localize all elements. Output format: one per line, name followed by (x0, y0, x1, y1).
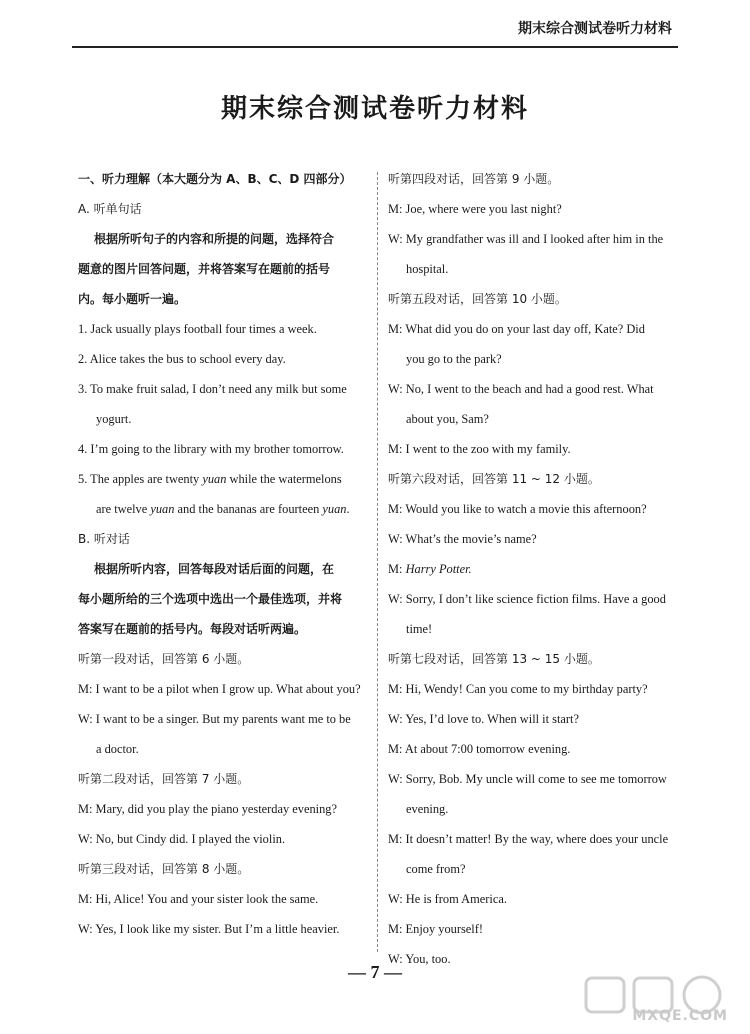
text-line: M: Hi, Wendy! Can you come to my birthday party? (388, 682, 648, 696)
text-line: 4. I’m going to the library with my brother tomorrow. (78, 442, 344, 456)
text-line: M: At about 7:00 tomorrow evening. (388, 742, 571, 756)
text-line: you go to the park? (406, 352, 502, 366)
text-line: a doctor. (96, 742, 139, 756)
text-line: B. 听对话 (78, 532, 130, 546)
text-line: W: Sorry, I don’t like science fiction films. Have a good (388, 592, 666, 606)
text-line: W: You, too. (388, 952, 451, 966)
text-line: 每小题所给的三个选项中选出一个最佳选项，并将 (78, 592, 343, 606)
text-line: M: Hi, Alice! You and your sister look the same. (78, 892, 319, 906)
text-line: come from? (406, 862, 466, 876)
text-line: M: Mary, did you play the piano yesterday evening? (78, 802, 337, 816)
text-line: time! (406, 622, 433, 636)
text-line: W: Sorry, Bob. My uncle will come to see me tomorrow (388, 772, 667, 786)
text-line: M: Would you like to watch a movie this afternoon? (388, 502, 647, 516)
text-line: yogurt. (96, 412, 132, 426)
page-header: 期末综合测试卷听力材料 (518, 21, 672, 37)
page-title: 期末综合测试卷听力材料 (220, 94, 529, 124)
text-line: hospital. (406, 262, 449, 276)
text-line: 听第六段对话，回答第 11 ~ 12 小题。 (388, 472, 600, 486)
text-line: 听第四段对话，回答第 9 小题。 (388, 172, 560, 186)
text-line: M: Harry Potter. (388, 562, 472, 576)
text-line: W: No, I went to the beach and had a good rest. What (388, 382, 654, 396)
text-line: evening. (406, 802, 449, 816)
text-line: about you, Sam? (406, 412, 489, 426)
text-line: are twelve yuan and the bananas are fourteen yuan. (96, 502, 350, 516)
text-line: W: I want to be a singer. But my parents want me to be (78, 712, 351, 726)
text-line: M: It doesn’t matter! By the way, where does your uncle (388, 832, 669, 846)
text-line: M: Enjoy yourself! (388, 922, 483, 936)
text-line: W: What’s the movie’s name? (388, 532, 537, 546)
text-line: W: No, but Cindy did. I played the violin. (78, 832, 286, 846)
text-line: 3. To make fruit salad, I don’t need any milk but some (78, 382, 347, 396)
text-line: 答案写在题前的括号内。每段对话听两遍。 (78, 622, 307, 636)
text-line: 听第二段对话，回答第 7 小题。 (78, 772, 250, 786)
text-line: M: Joe, where were you last night? (388, 202, 562, 216)
text-line: 5. The apples are twenty yuan while the watermelons (78, 472, 342, 486)
text-line: 内。每小题听一遍。 (78, 292, 187, 306)
text-line: 题意的图片回答问题，并将答案写在题前的括号 (78, 262, 331, 276)
left-column (78, 164, 370, 944)
text-line: 听第三段对话，回答第 8 小题。 (78, 862, 250, 876)
text-line: 根据所听内容，回答每段对话后面的问题，在 (94, 562, 335, 576)
text-line: W: Yes, I’d love to. When will it start? (388, 712, 579, 726)
page-number: — 7 — (348, 962, 402, 982)
text-line: 1. Jack usually plays football four times a week. (78, 322, 317, 336)
text-line: M: What did you do on your last day off, Kate? Did (388, 322, 645, 336)
text-line: 听第一段对话，回答第 6 小题。 (78, 652, 250, 666)
text-line: 2. Alice takes the bus to school every day. (78, 352, 286, 366)
text-line: W: He is from America. (388, 892, 507, 906)
header-rule (72, 46, 678, 48)
text-line: 一、听力理解（本大题分为 A、B、C、D 四部分） (78, 172, 352, 186)
text-line: M: I want to be a pilot when I grow up. What about you? (78, 682, 361, 696)
text-line: W: Yes, I look like my sister. But I’m a little heavier. (78, 922, 340, 936)
watermark-text: MXQE.COM (632, 1008, 728, 1024)
text-line: 听第五段对话，回答第 10 小题。 (388, 292, 567, 306)
text-line: W: My grandfather was ill and I looked after him in the (388, 232, 664, 246)
right-column (388, 164, 680, 974)
column-divider (377, 172, 378, 952)
text-line: 听第七段对话，回答第 13 ~ 15 小题。 (388, 652, 600, 666)
text-line: A. 听单句话 (78, 202, 142, 216)
text-line: M: I went to the zoo with my family. (388, 442, 571, 456)
text-line: 根据所听句子的内容和所提的问题，选择符合 (94, 232, 335, 246)
